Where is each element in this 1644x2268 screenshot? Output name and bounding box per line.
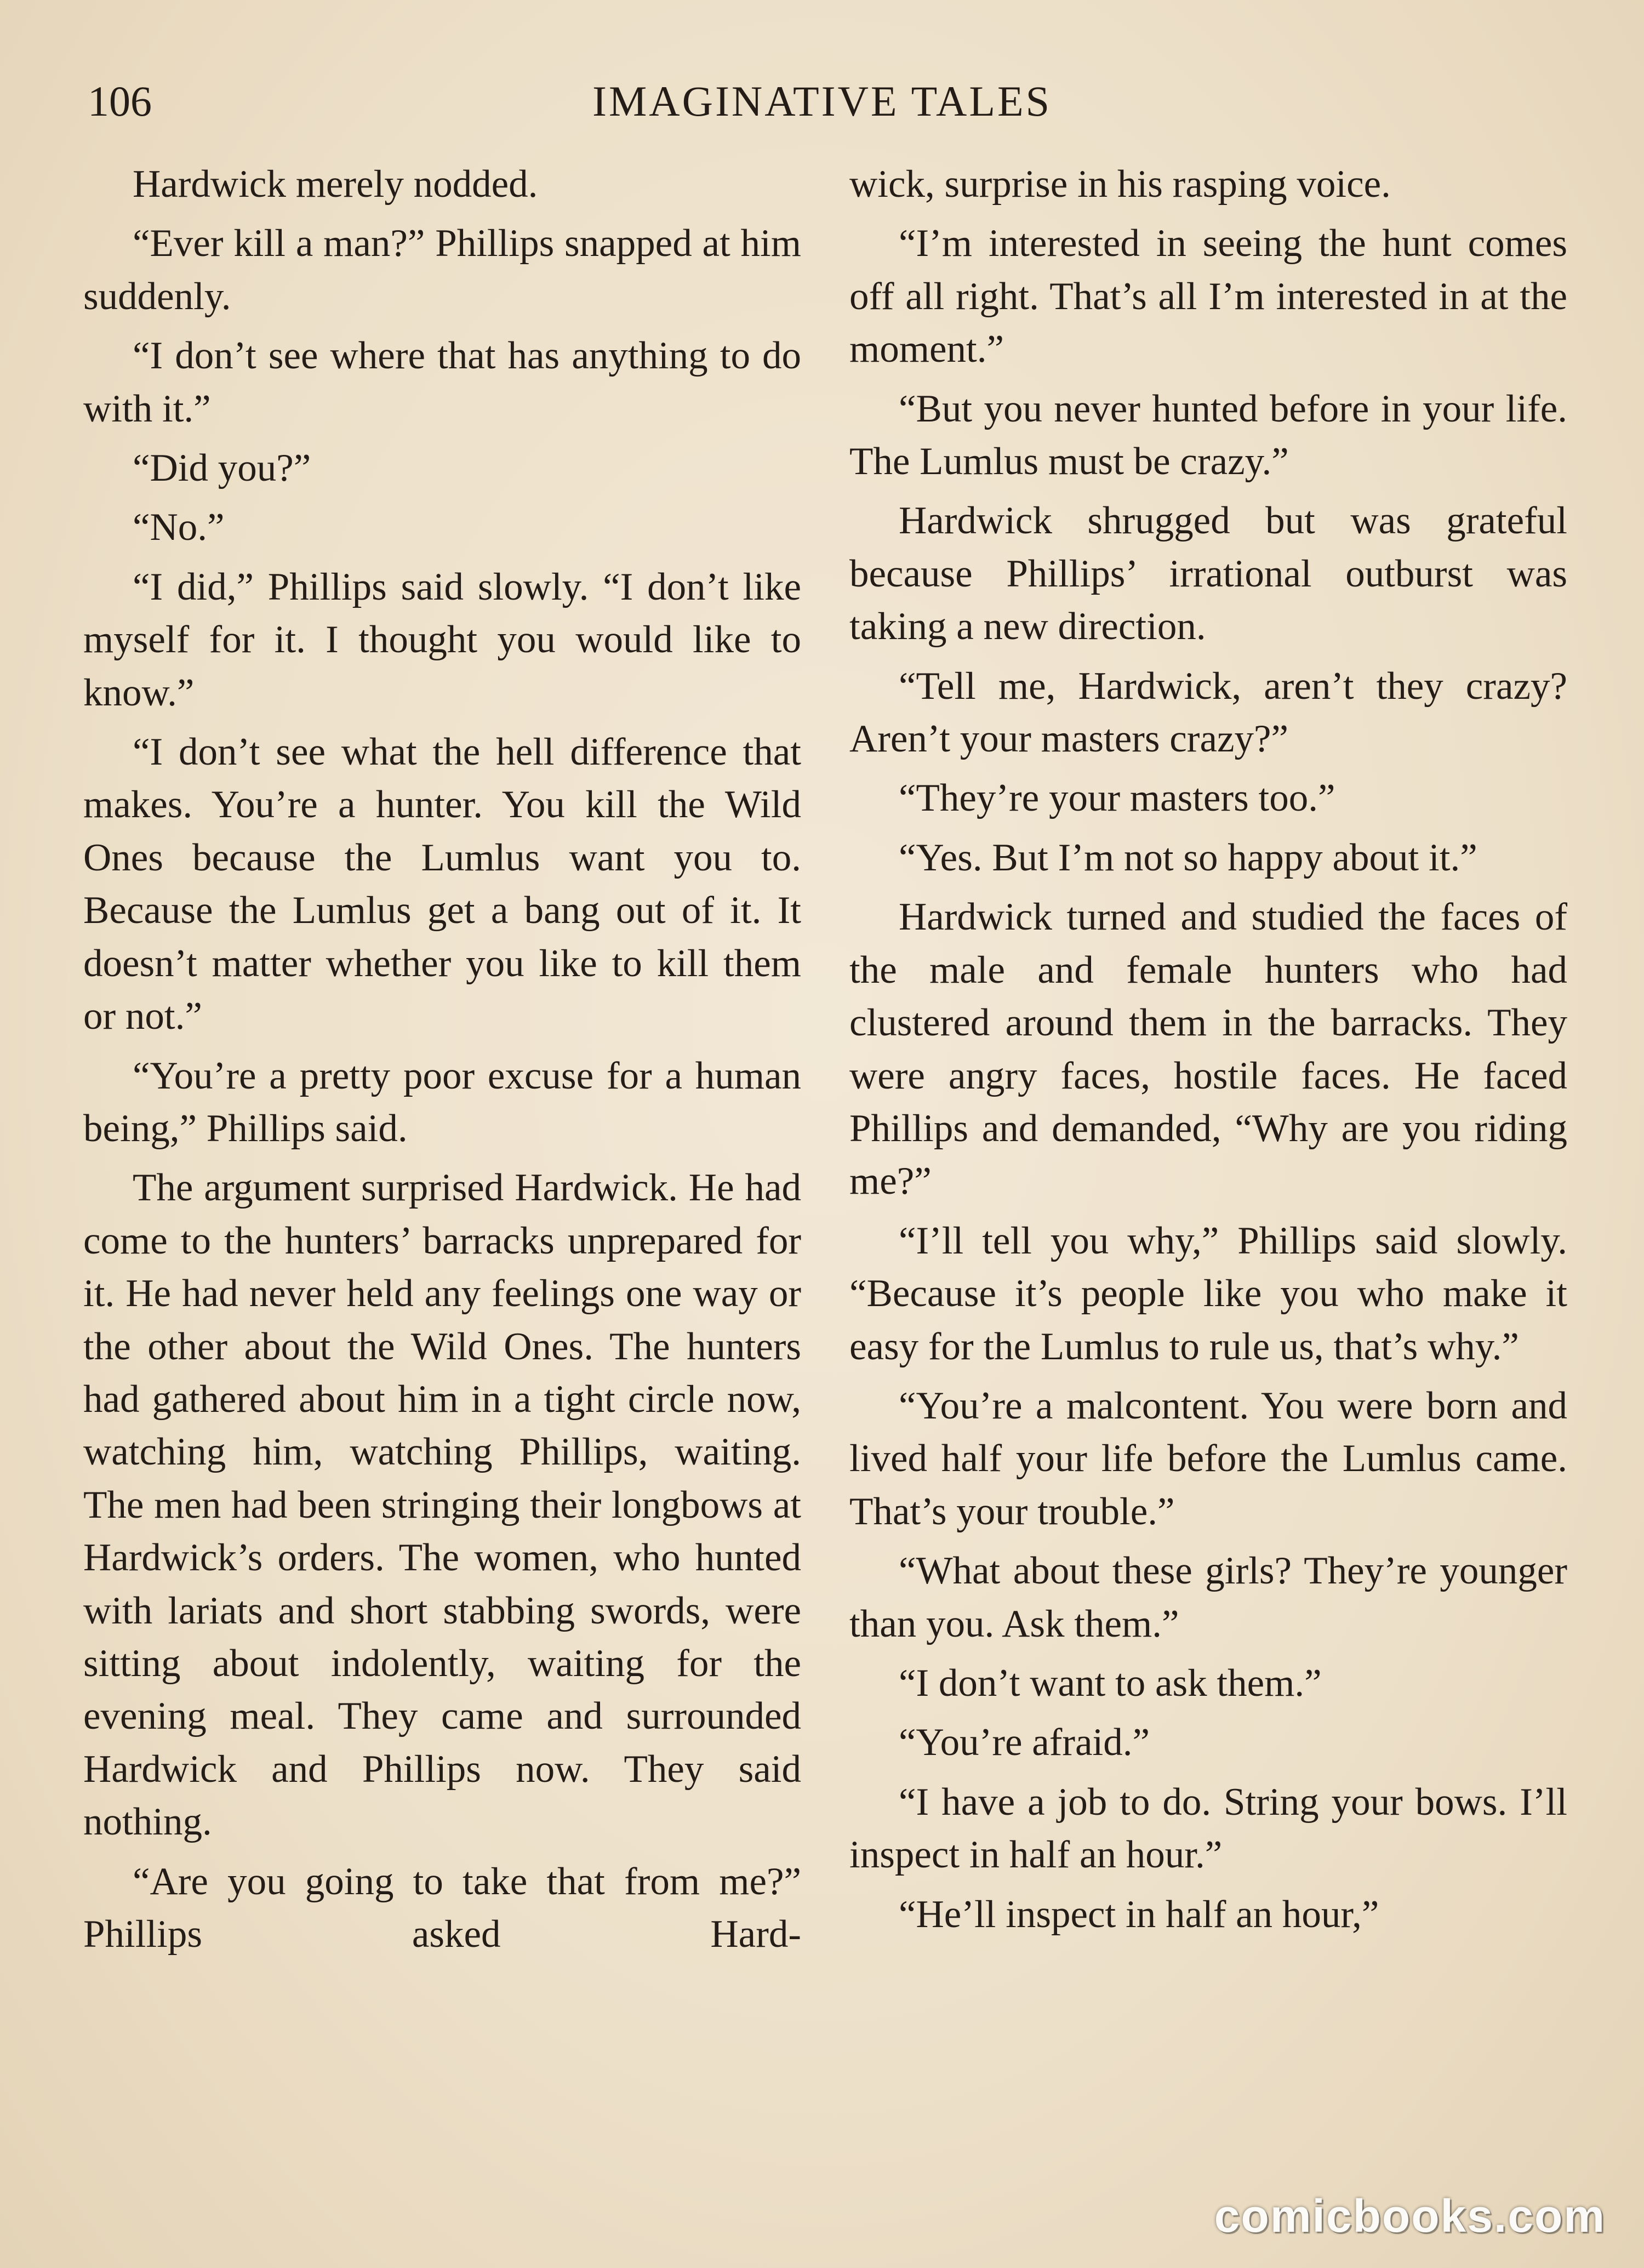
paragraph: Hardwick shrugged but was grateful because Phillips’ irrational outburst was taking a new direction.: [849, 499, 1567, 648]
paragraph: “You’re a malcontent. You were born and lived half your life before the Lumlus came. That’s your trouble.”: [849, 1384, 1567, 1533]
paragraph: “I did,” Phillips said slowly. “I don’t like myself for it. I thought you would like to know.”: [83, 565, 801, 714]
running-head: [82, 71, 1562, 132]
right-column: [849, 158, 1567, 1947]
paragraph: “Yes. But I’m not so happy about it.”: [899, 836, 1477, 879]
paragraph: “You’re afraid.”: [899, 1721, 1150, 1764]
watermark: comicbooks.com: [1214, 2190, 1606, 2242]
paragraph: The argument surprised Hardwick. He had come to the hunters’ barracks unprepared for it. He had never held any feelings one way or the other about the Wild Ones. The hunters had gathered about him in a tight circle now, watching him, watching Phillips, waiting. The men had been stringing their longbows at Hardwick’s orders. The women, who hunted with lariats and short stabbing swords, were sitting about indolently, waiting for the evening meal. They came and surrounded Hardwick and Phillips now. They said nothing.: [83, 1166, 801, 1844]
page-number: 106: [88, 77, 152, 125]
paragraph: “Are you going to take that from me?” Phillips asked Hard-: [83, 1860, 801, 1956]
paragraph: “I don’t want to ask them.”: [899, 1661, 1322, 1705]
paragraph: “I don’t see what the hell difference that makes. You’re a hunter. You kill the Wild Ones because the Lumlus want you to. Because the Lumlus get a bang out of it. It doesn’t matter whether you like to kill them or not.”: [83, 731, 801, 1038]
paragraph: “What about these girls? They’re younger than you. Ask them.”: [849, 1549, 1567, 1645]
paragraph: “Tell me, Hardwick, aren’t they crazy? Aren’t your masters crazy?”: [849, 664, 1567, 761]
paragraph: Hardwick merely nodded.: [133, 163, 538, 206]
paragraph: Hardwick turned and studied the faces of the male and female hunters who had clustered around them in the barracks. They were angry faces, hostile faces. He faced Phillips and demanded, “Why are you riding me?”: [849, 896, 1567, 1203]
paragraph: “I don’t see where that has anything to do with it.”: [83, 334, 801, 430]
paragraph: “You’re a pretty poor excuse for a human being,” Phillips said.: [83, 1054, 801, 1150]
paragraph: “I’ll tell you why,” Phillips said slowly. “Because it’s people like you who make it easy for the Lumlus to rule us, that’s why.”: [849, 1219, 1567, 1368]
paragraph: “He’ll inspect in half an hour,”: [899, 1893, 1379, 1936]
paragraph: “But you never hunted before in your life. The Lumlus must be crazy.”: [849, 387, 1567, 483]
paragraph: “No.”: [133, 506, 225, 549]
paragraph: “I’m interested in seeing the hunt comes off all right. That’s all I’m interested in at the moment.”: [849, 222, 1567, 371]
paragraph: “They’re your masters too.”: [899, 777, 1335, 820]
magazine-title: IMAGINATIVE TALES: [592, 77, 1052, 125]
paragraph: wick, surprise in his rasping voice.: [849, 163, 1391, 206]
paragraph: “I have a job to do. String your bows. I’ll inspect in half an hour.”: [849, 1780, 1567, 1877]
left-column: [83, 158, 801, 1967]
paragraph: “Ever kill a man?” Phillips snapped at him suddenly.: [83, 222, 801, 318]
paragraph: “Did you?”: [133, 447, 311, 490]
